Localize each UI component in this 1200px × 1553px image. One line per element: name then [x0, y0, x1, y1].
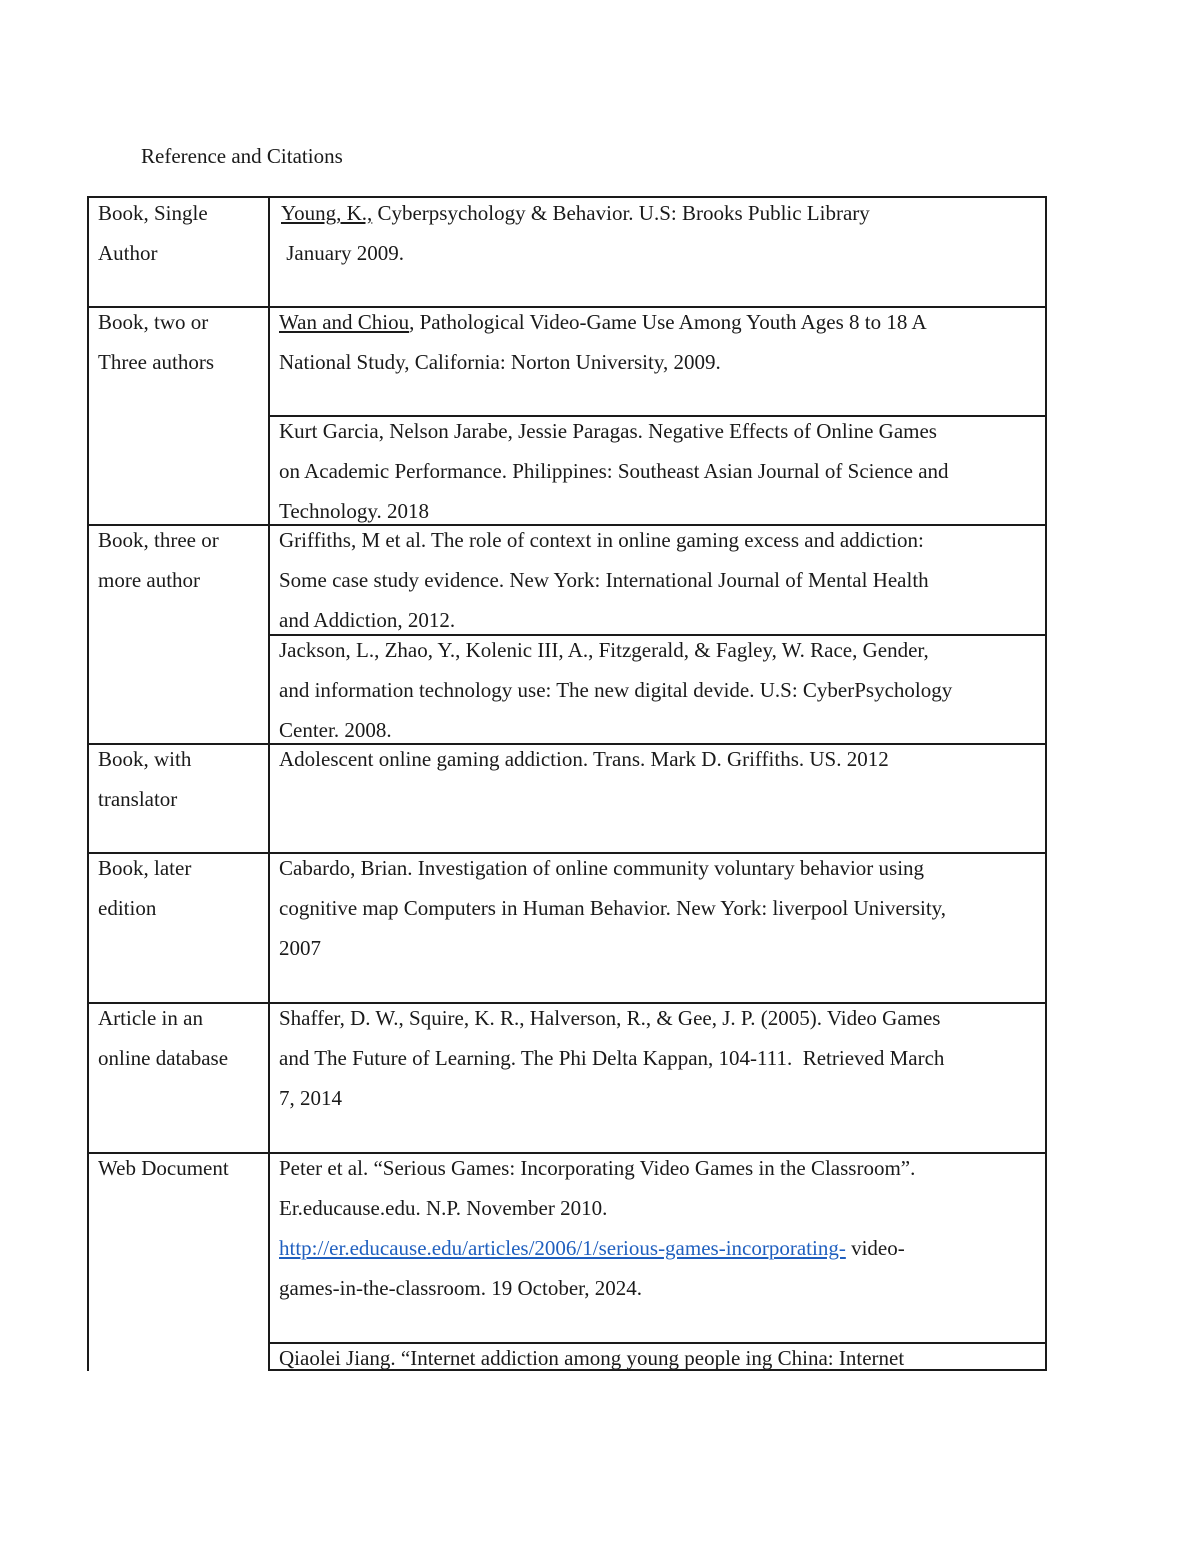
reference-entry: Cabardo, Brian. Investigation of online community voluntary behavior using cognitive map Computers in Human Behavior. New York: liverpool University, 2007 — [279, 856, 947, 960]
reference-entry: Young, K., Cyberpsychology & Behavior. U.S: Brooks Public Library January 2009. — [281, 201, 870, 265]
category-label: Book, three or more author — [98, 528, 219, 592]
reference-entry: Shaffer, D. W., Squire, K. R., Halverson, R., & Gee, J. P. (2005). Video Games and The Future of Learning. The Phi Delta Kappan, 104-111. Retrieved March 7, 2014 — [279, 1006, 945, 1110]
reference-entry: Peter et al. “Serious Games: Incorporating Video Games in the Classroom”. Er.educause.edu. N.P. November 2010. http://er.educause.edu/articles/2006/1/serious-games-incorporating- video- games-in-the-classroom. 19 October, 2024. — [279, 1156, 916, 1300]
reference-entry: Wan and Chiou, Pathological Video-Game Use Among Youth Ages 8 to 18 A National Study, California: Norton University, 2009. — [279, 310, 927, 374]
reference-entry: Jackson, L., Zhao, Y., Kolenic III, A., Fitzgerald, & Fagley, W. Race, Gender, and information technology use: The new digital devide. U.S: CyberPsychology Center. 2008. — [279, 638, 953, 742]
table-border-left — [87, 196, 89, 1371]
author-underlined: Wan and Chiou — [279, 310, 410, 334]
reference-link[interactable]: http://er.educause.edu/articles/2006/1/serious-games-incorporating- — [279, 1236, 846, 1260]
category-label: Book, two or Three authors — [98, 310, 215, 374]
table-column-divider — [268, 196, 270, 1371]
reference-entry: Qiaolei Jiang. “Internet addiction among young people ing China: Internet — [279, 1346, 905, 1370]
category-label: Book, Single Author — [98, 201, 208, 265]
reference-entry: Adolescent online gaming addiction. Trans. Mark D. Griffiths. US. 2012 — [279, 747, 889, 771]
category-label: Book, with translator — [98, 747, 192, 811]
category-label: Book, later edition — [98, 856, 192, 920]
references-table — [87, 196, 1047, 1371]
category-label: Web Document — [98, 1156, 229, 1180]
category-label: Article in an online database — [98, 1006, 229, 1070]
document-title: Reference and Citations — [141, 144, 343, 168]
author-underlined: Young, K., — [281, 201, 373, 225]
reference-entry: Griffiths, M et al. The role of context in online gaming excess and addiction: Some case study evidence. New York: International Journal of Mental Health and Addiction, 2012. — [279, 528, 929, 632]
reference-entry: Kurt Garcia, Nelson Jarabe, Jessie Paragas. Negative Effects of Online Games on Academic Performance. Philippines: Southeast Asian Journal of Science and Technology. 2018 — [279, 419, 949, 523]
table-border-right — [1045, 196, 1047, 1371]
